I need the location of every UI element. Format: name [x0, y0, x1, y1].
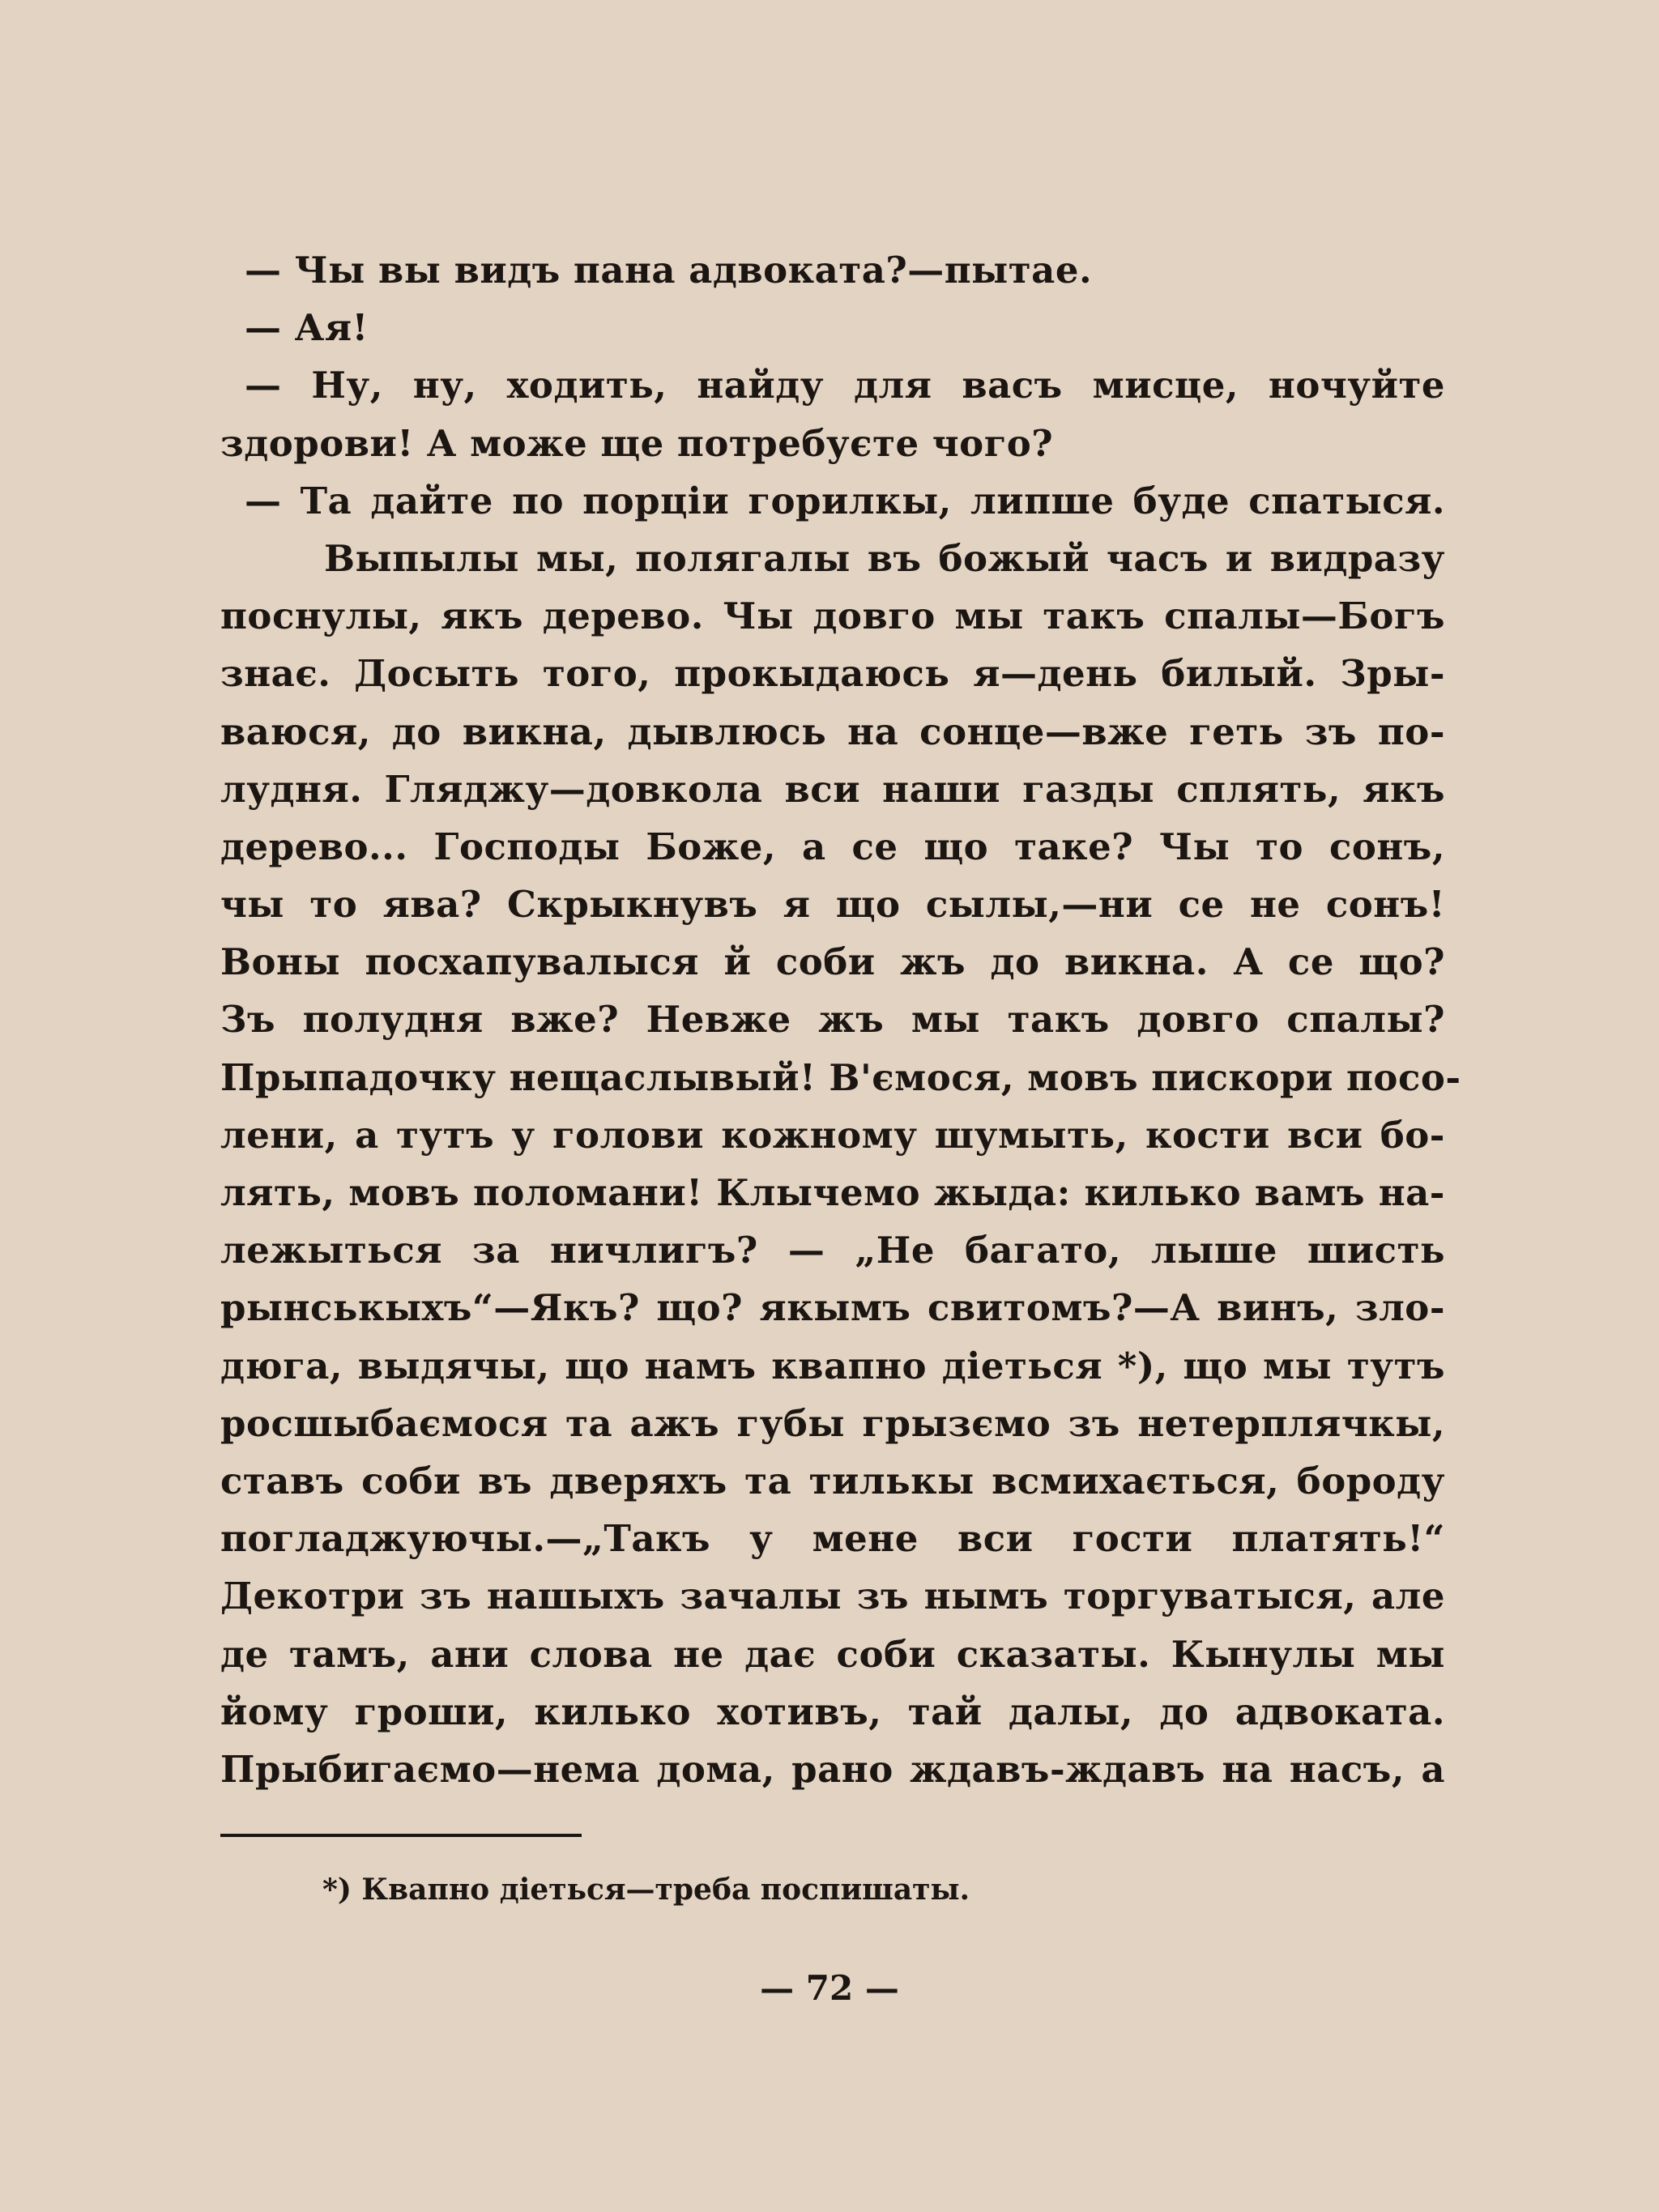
text-line: Выпылы мы, полягалы въ божый часъ и видразу — [324, 536, 1445, 580]
text-line: — Чы вы видъ пана адвоката?—пытае. — [245, 249, 1093, 292]
text-line: дерево... Господы Боже, а се що таке? Чы то сонъ, — [220, 825, 1445, 868]
text-line: росшыбаємося та ажъ губы грызємо зъ нетерплячкы, — [220, 1401, 1445, 1445]
text-line: Прыбигаємо—нема дома, рано ждавъ-ждавъ на насъ, а — [220, 1747, 1445, 1791]
footnote-divider — [220, 1834, 582, 1837]
text-line: ваюся, до викна, дывлюсь на сонце—вже геть зъ по- — [220, 710, 1445, 753]
text-line: лежыться за ничлигъ? — „Не багато, лыше шисть — [220, 1229, 1445, 1272]
text-line: — Ну, ну, ходить, найду для васъ мисце, ночуйте — [245, 364, 1445, 407]
text-line: поснулы, якъ дерево. Чы довго мы такъ спалы—Богъ — [220, 595, 1445, 638]
text-line: Зъ полудня вже? Невже жъ мы такъ довго спалы? — [220, 998, 1445, 1042]
text-line: лени, а тутъ у голови кожному шумыть, кости вси бо- — [220, 1113, 1445, 1157]
text-line: здорови! А може ще потребуєте чого? — [220, 421, 1054, 465]
body-text — [220, 241, 1461, 1798]
text-line: Декотри зъ нашыхъ зачалы зъ нымъ торгуватыся, але — [220, 1575, 1445, 1618]
text-line: дюга, выдячы, що намъ квапно діеться *), що мы тутъ — [220, 1344, 1445, 1387]
page-number: — 72 — — [760, 1968, 899, 2008]
text-line: погладжуючы.—„Такъ у мене вси гости платять!“ — [220, 1517, 1445, 1561]
text-line: лять, мовъ поломани! Клычемо жыда: килько вамъ на- — [220, 1171, 1445, 1214]
text-line: — Ая! — [245, 306, 369, 350]
footnote: *) Квапно діеться—треба поспишаты. — [322, 1873, 970, 1907]
text-line: знає. Досыть того, прокыдаюсь я—день билый. Зры- — [220, 652, 1445, 696]
text-line: Прыпадочку нещаслывый! В'ємося, мовъ пискори посо- — [220, 1055, 1461, 1099]
text-line: чы то ява? Скрыкнувъ я що сылы,—ни се не сонъ! — [220, 883, 1445, 927]
text-line: Воны посхапувалыся й соби жъ до викна. А се що? — [220, 940, 1445, 984]
text-line: лудня. Гляджу—довкола вси наши газды сплять, якъ — [220, 767, 1445, 811]
text-line: — Та дайте по порціи горилкы, липше буде спатыся. — [245, 479, 1445, 522]
text-line: йому гроши, килько хотивъ, тай далы, до адвоката. — [220, 1690, 1445, 1733]
text-line: ставъ соби въ дверяхъ та тилькы всмихається, бороду — [220, 1459, 1445, 1502]
text-line: рынськыхъ“—Якъ? що? якымъ свитомъ?—А винъ, зло- — [220, 1286, 1445, 1330]
text-line: де тамъ, ани слова не дає соби сказаты. Кынулы мы — [220, 1632, 1445, 1676]
